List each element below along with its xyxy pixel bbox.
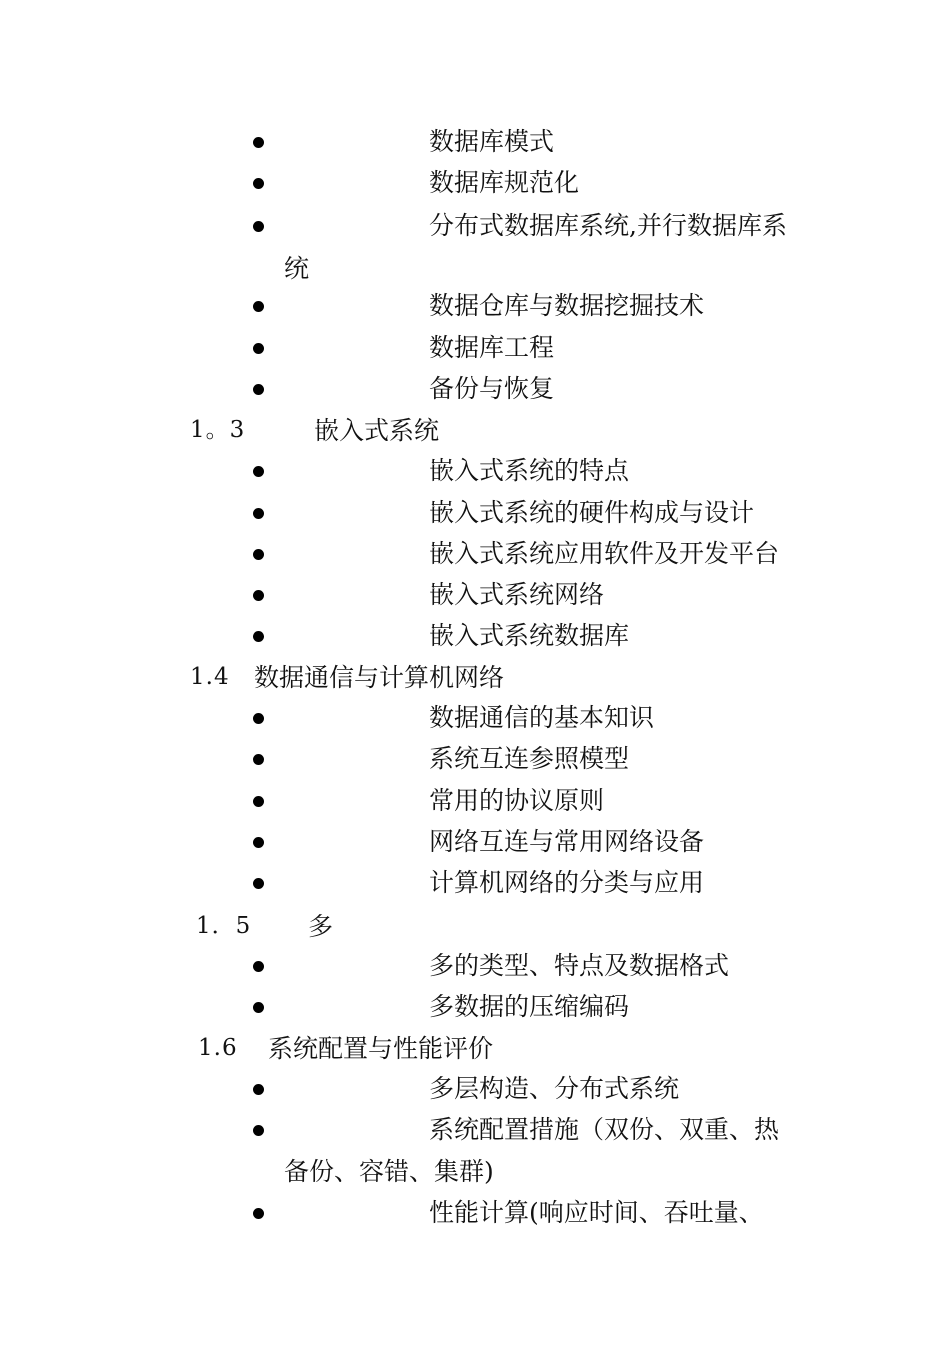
- list-item-text: 备份与恢复: [429, 374, 555, 403]
- section-heading-1-5: [0, 906, 950, 947]
- list-item-text: 计算机网络的分类与应用: [429, 868, 705, 897]
- bullet-icon: [253, 221, 264, 232]
- list-item-text-continued: 备份、容错、集群): [284, 1157, 494, 1186]
- section-number: 1．5: [196, 913, 252, 939]
- list-item-text: 嵌入式系统应用软件及开发平台: [429, 539, 780, 568]
- list-item: [0, 780, 950, 821]
- list-item: [0, 450, 950, 491]
- list-item-text: 网络互连与常用网络设备: [429, 827, 705, 856]
- section-heading-1-6: [0, 1028, 950, 1069]
- list-item: [0, 205, 950, 246]
- list-item: [0, 1192, 950, 1233]
- list-item-text: 数据通信的基本知识: [429, 703, 655, 732]
- section-number: 1.4: [190, 664, 230, 690]
- bullet-icon: [253, 343, 264, 354]
- list-item-text: 分布式数据库系统,并行数据库系: [429, 211, 787, 240]
- section-title: 多: [308, 912, 334, 941]
- list-item-text: 嵌入式系统数据库: [429, 621, 630, 650]
- list-item: [0, 615, 950, 656]
- bullet-icon: [253, 961, 264, 972]
- bullet-icon: [253, 1125, 264, 1136]
- list-item: [0, 574, 950, 615]
- list-item: [0, 945, 950, 986]
- list-item: [0, 533, 950, 574]
- list-item: [0, 738, 950, 779]
- list-item-text: 多的类型、特点及数据格式: [429, 951, 730, 980]
- list-item: [0, 368, 950, 409]
- bullet-icon: [253, 1084, 264, 1095]
- list-item-text-continued: 统: [284, 254, 310, 283]
- section-number: 1.6: [198, 1035, 238, 1061]
- section-heading-1-4: [0, 657, 950, 698]
- bullet-icon: [253, 508, 264, 519]
- list-item: [0, 697, 950, 738]
- list-item-text: 性能计算(响应时间、吞吐量、: [429, 1198, 764, 1227]
- list-item-text: 嵌入式系统网络: [429, 580, 605, 609]
- list-item: [0, 986, 950, 1027]
- bullet-icon: [253, 590, 264, 601]
- list-item-text: 嵌入式系统的特点: [429, 456, 630, 485]
- list-item-text: 多数据的压缩编码: [429, 992, 630, 1021]
- list-item-text: 数据库模式: [429, 127, 555, 156]
- section-number: 1。3: [190, 417, 246, 443]
- bullet-icon: [253, 1002, 264, 1013]
- list-item: [0, 821, 950, 862]
- list-item-text: 系统配置措施（双份、双重、热: [429, 1115, 780, 1144]
- bullet-icon: [253, 549, 264, 560]
- list-item-continuation: [0, 248, 950, 289]
- section-heading-1-3: [0, 410, 950, 451]
- bullet-icon: [253, 466, 264, 477]
- bullet-icon: [253, 631, 264, 642]
- list-item-text: 系统互连参照模型: [429, 744, 630, 773]
- list-item: [0, 492, 950, 533]
- list-item-text: 数据库工程: [429, 333, 555, 362]
- bullet-icon: [253, 178, 264, 189]
- list-item: [0, 121, 950, 162]
- list-item: [0, 862, 950, 903]
- list-item: [0, 327, 950, 368]
- bullet-icon: [253, 384, 264, 395]
- list-item-text: 多层构造、分布式系统: [429, 1074, 680, 1103]
- list-item-continuation: [0, 1151, 950, 1192]
- bullet-icon: [253, 837, 264, 848]
- list-item: [0, 1068, 950, 1109]
- bullet-icon: [253, 796, 264, 807]
- bullet-icon: [253, 754, 264, 765]
- bullet-icon: [253, 137, 264, 148]
- list-item-text: 嵌入式系统的硬件构成与设计: [429, 498, 755, 527]
- bullet-icon: [253, 878, 264, 889]
- section-title: 系统配置与性能评价: [268, 1034, 494, 1063]
- list-item: [0, 1109, 950, 1150]
- bullet-icon: [253, 301, 264, 312]
- bullet-icon: [253, 1208, 264, 1219]
- list-item: [0, 162, 950, 203]
- list-item-text: 常用的协议原则: [429, 786, 605, 815]
- list-item-text: 数据仓库与数据挖掘技术: [429, 291, 705, 320]
- list-item: [0, 285, 950, 326]
- section-title: 数据通信与计算机网络: [254, 663, 505, 692]
- bullet-icon: [253, 713, 264, 724]
- list-item-text: 数据库规范化: [429, 168, 580, 197]
- section-title: 嵌入式系统: [314, 416, 440, 445]
